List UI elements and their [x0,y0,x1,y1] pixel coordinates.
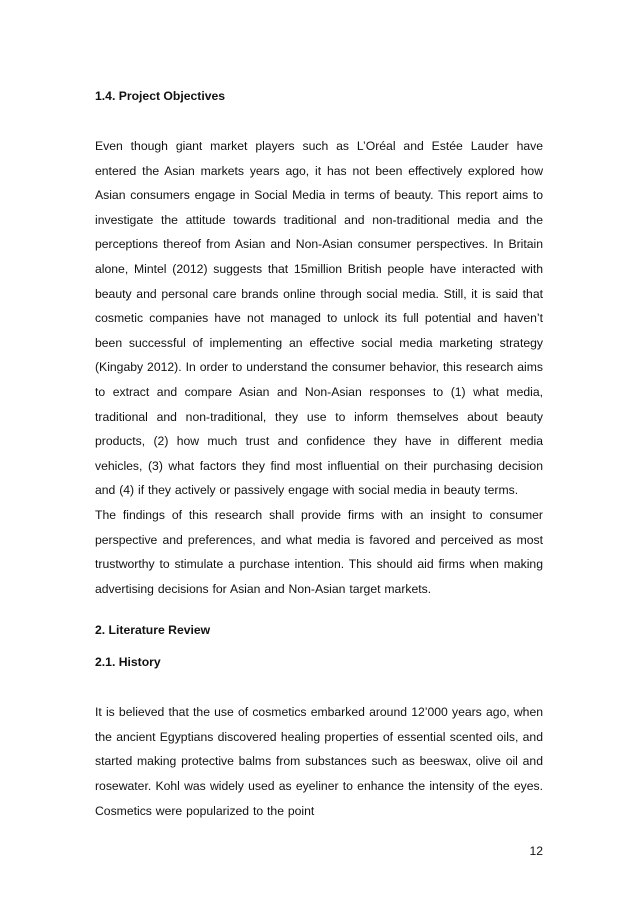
objectives-paragraph: Even though giant market players such as L’Oréal and Estée Lauder have entered the Asian markets years ago, it has not been effectively explored how Asian consumers engage in Social Media in terms of beauty. This report aims to investigate the attitude towards traditional and non-traditional media and the perceptions thereof from Asian and Non-Asian consumer perspectives. In Britain alone, Mintel (2012) suggests that 15million British people have interacted with beauty and personal care brands online through social media. Still, it is said that cosmetic companies have not managed to unlock its full potential and haven’t been successful of implementing an effective social media marketing strategy (Kingaby 2012). In order to understand the consumer behavior, this research aims to extract and compare Asian and Non-Asian responses to (1) what media, traditional and non-traditional, they use to inform themselves about beauty products, (2) how much trust and confidence they have in different media vehicles, (3) what factors they find most influential on their purchasing decision and (4) if they actively or passively engage with social media in beauty terms. [95,139,543,498]
page-number: 12 [529,844,543,858]
subsection-heading-history: 2.1. History [95,655,161,670]
history-paragraph: It is believed that the use of cosmetics embarked around 12’000 years ago, when the ancient Egyptians discovered healing properties of essential scented oils, and started making protective balms from substances such as beeswax, olive oil and rosewater. Kohl was widely used as eyeliner to enhance the intensity of the eyes. Cosmetics were popularized to the point [95,705,543,818]
page-content [95,86,543,823]
findings-paragraph: The findings of this research shall provide firms with an insight to consumer perspective and preferences, and what media is favored and perceived as most trustworthy to stimulate a purchase intention. This should aid firms when making advertising decisions for Asian and Non-Asian target markets. [95,507,543,596]
section-heading-literature-review: 2. Literature Review [95,623,211,638]
section-heading-project-objectives: 1.4. Project Objectives [95,89,226,103]
